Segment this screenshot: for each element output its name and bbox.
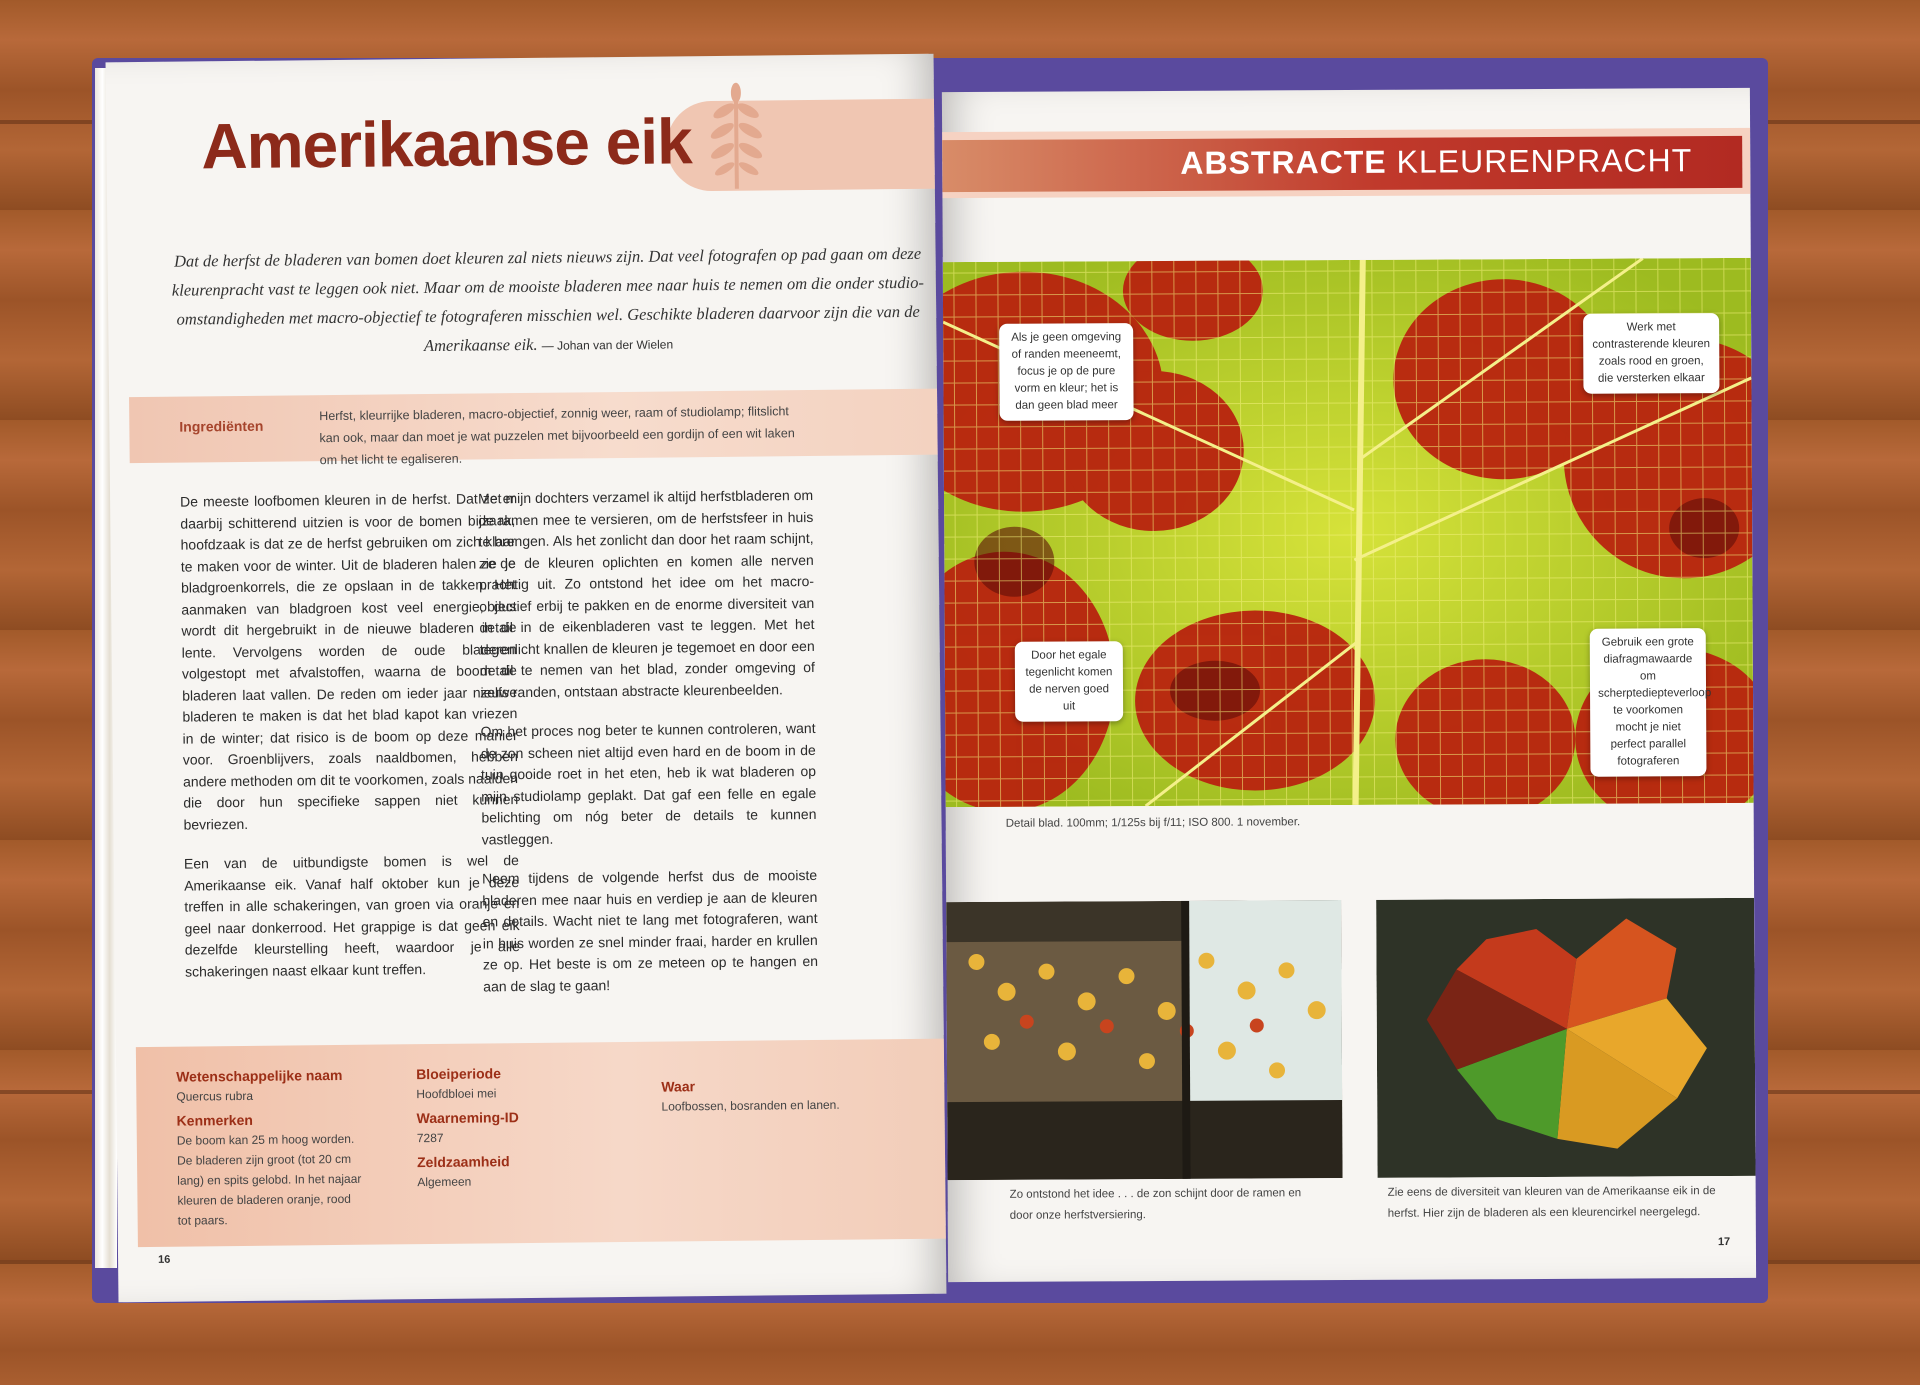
- leaf-wreath-photo: [1376, 898, 1755, 1178]
- fact-label: Kenmerken: [176, 1111, 253, 1129]
- section-header-bar: [942, 136, 1742, 192]
- text-column-2: [478, 485, 819, 1015]
- intro-body: Dat de herfst de bladeren van bomen doet kleuren zal niets nieuws zijn. Dat veel fotografen op pad gaan om deze kleurenpracht vast te leggen ook niet. Maar om de mooiste bladeren mee naar huis te nemen om die onder studio-omstandigheden met macro-objectief te fotograferen misschien wel. Geschikte bladeren daarvoor zijn die van de Amerikaanse eik.: [171, 243, 925, 356]
- photo-caption: Detail blad. 100mm; 1/125s bij f/11; ISO 800. 1 november.: [1005, 816, 1301, 830]
- intro-text: [167, 239, 928, 365]
- fact-value: Quercus rubra: [176, 1088, 254, 1104]
- fact-value: Loofbossen, bosranden en lanen.: [661, 1097, 840, 1114]
- tip-bubble: Gebruik een grote diafragmawaarde om scherptediepteverloop te voorkomen mocht je niet perfect parallel fotograferen: [1590, 628, 1707, 777]
- fact-block-3: [661, 1074, 881, 1120]
- page-number: 17: [1717, 1236, 1731, 1249]
- fact-value: De boom kan 25 m hoog worden. De bladeren zijn groot (tot 20 cm lang) en spits gelobd. In het najaar kleuren de bladeren oranje, rood tot paars.: [176, 1131, 362, 1228]
- oak-leaf-icon: [706, 80, 767, 191]
- paragraph: Neem tijdens de volgende herfst dus de mooiste bladeren mee naar huis en verdiep je aan de kleuren en details. Wacht niet te lang met fotograferen, want in huis worden ze snel minder fraai, harder en krullen ze op. Het beste is om ze meteen op te hangen en aan de slag te gaan!: [482, 866, 819, 994]
- paragraph: De meeste loofbomen kleuren in de herfst. Dat ze er daarbij schitterend uitzien is voor de bomen bijzaak, hoofdzaak is dat ze de herfst gebruiken om zich klaar te maken voor de winter. Uit de bladeren halen ze de bladgroenkorrels, die ze opslaan in de takken. Het aanmaken van bladgroen kost veel energie, dus wordt dit hergebruikt in de nieuwe bladeren in de lente. Vervolgens worden de oude bladeren volgestopt met afvalstoffen, waarna de boom de bladeren laat vallen. De reden om ieder jaar nieuwe bladeren te maken is dat het blad kapot kan vriezen in de winter; dat risico is de boom op deze manier voor. Groenblijvers, zoals naaldbomen, hebben andere methoden om dit te voorkomen, zoals naalden die door hun specifieke sappen niet kunnen bevriezen.: [180, 490, 519, 833]
- ingredients-text: Herfst, kleurrijke bladeren, macro-objectief, zonnig weer, raam of studiolamp; flitslicht kan ook, maar dan moet je wat puzzelen met bijvoorbeeld een gordijn of een wit laken om het licht te egaliseren.: [319, 404, 795, 468]
- fact-label: Zeldzaamheid: [416, 1153, 510, 1171]
- tip-bubble: Door het egale tegenlicht komen de nerven goed uit: [1015, 641, 1123, 722]
- section-title-bold: ABSTRACTE: [1180, 143, 1387, 181]
- paragraph: Om het proces nog beter te kunnen controleren, want de zon scheen niet altijd even hard en de boom in de tuin gooide roet in het eten, heb ik wat bladeren op mijn studiolamp geplakt. Dat gaf een felle en egale belichting om nóg beter de details te kunnen vastleggen.: [480, 719, 817, 847]
- fact-value: Algemeen: [417, 1174, 472, 1190]
- section-title-rest: KLEURENPRACHT: [1386, 142, 1693, 180]
- fact-label: Waarneming-ID: [416, 1109, 519, 1127]
- author-credit: — Johan van der Wielen: [541, 337, 674, 353]
- window-leaves-photo: [946, 900, 1342, 1180]
- page-title: Amerikaanse eik: [201, 105, 692, 183]
- tip-bubble: Werk met contrasterende kleuren zoals rood en groen, die versterken elkaar: [1583, 313, 1719, 394]
- fact-value: 7287: [416, 1130, 444, 1146]
- photo-caption: Zie eens de diversiteit van kleuren van de Amerikaanse eik in de herfst. Hier zijn de bladeren als een kleurencirkel neergelegd.: [1387, 1185, 1716, 1220]
- photo-caption: Zo ontstond het idee . . . de zon schijnt door de ramen en door onze herfstversiering.: [1009, 1187, 1302, 1222]
- fact-block-1: [176, 1065, 368, 1235]
- facts-band: [136, 1039, 946, 1247]
- page-number: 16: [158, 1253, 171, 1266]
- text-column-1: [180, 488, 520, 1000]
- left-page: [106, 54, 947, 1303]
- paragraph: Een van de uitbundigste bomen is wel de Amerikaanse eik. Vanaf half oktober kun je deze treffen in alle schakeringen, van groen via oranje en geel naar donkerrood. Het grappige is dat geen eik dezelfde kleurstelling heeft, waardoor je alle schakeringen naast elkaar kunt treffen.: [183, 852, 520, 980]
- fact-label: Bloeiperiode: [416, 1065, 502, 1083]
- tip-bubble: Als je geen omgeving of randen meeneemt, focus je op de pure vorm en kleur; het is dan geen blad meer: [999, 323, 1134, 421]
- fact-block-2: [416, 1062, 597, 1196]
- section-title: [1180, 142, 1692, 182]
- ingredients-label: Ingrediënten: [179, 417, 264, 435]
- ingredients-band: [129, 389, 938, 468]
- fact-value: Hoofdbloei mei: [416, 1086, 497, 1102]
- fact-label: Wetenschappelijke naam: [176, 1066, 343, 1085]
- right-page: [942, 88, 1756, 1282]
- paragraph: Met mijn dochters verzamel ik altijd herfstbladeren om de ramen mee te versieren, om de herfstsfeer in huis te brengen. Als het zonlicht dan door het raam schijnt, zie je de kleuren oplichten en komen alle nerven prachtig uit. Zo ontstond het idee om het macro-objectief erbij te pakken en de enorme diversiteit van detail in de eikenbladeren vast te leggen. Met het tegenlicht knallen de kleuren je tegemoet en door een detail te nemen van het blad, zonder omgeving of zelfs randen, ontstaan abstracte kleurenbeelden.: [478, 486, 815, 700]
- fact-label: Waar: [661, 1078, 696, 1095]
